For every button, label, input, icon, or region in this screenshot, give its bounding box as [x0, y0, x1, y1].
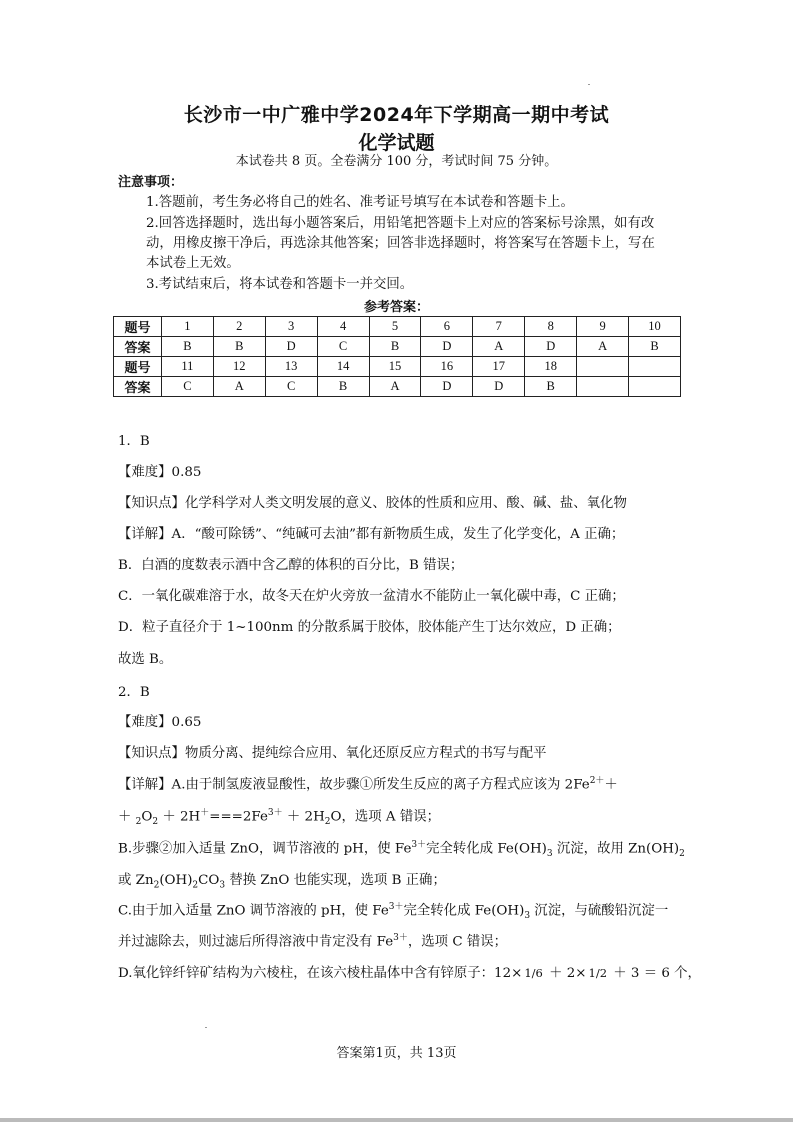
row-header-cell: 答案 [114, 337, 162, 357]
subscript-text: 3 [219, 880, 226, 891]
text-segment: C.由于加入适量 ZnO 调节溶液的 pH，使 Fe [118, 903, 389, 919]
text-segment: 【知识点】化学科学对人类文明发展的意义、胶体的性质和应用、酸、碱、盐、氧化物 [118, 496, 627, 511]
answer-cell: B [525, 377, 577, 397]
supscript-text: 3＋ [411, 840, 427, 850]
answer-cell: D [525, 337, 577, 357]
exam-info: 本试卷共 8 页。全卷满分 100 分，考试时间 75 分钟。 [235, 154, 558, 169]
text-segment: 【知识点】物质分离、提纯综合应用、氧化还原反应方程式的书写与配平 [118, 746, 547, 761]
answer-table [113, 316, 681, 397]
speck [588, 84, 590, 85]
answer-cell: A [369, 377, 421, 397]
notice-line: 1.答题前，考生务必将自己的姓名、准考证号填写在本试卷和答题卡上。 [146, 195, 574, 210]
answer-cell: 6 [421, 317, 473, 337]
explanation-line [118, 837, 685, 859]
explanation-line [118, 805, 440, 827]
row-header-cell: 答案 [114, 377, 162, 397]
answer-cell: C [265, 377, 317, 397]
text-segment: 【详解】A.由于制氢废液显酸性，故步骤①所发生反应的离子方程式应该为 2Fe [118, 777, 590, 793]
explanation-line [118, 773, 618, 792]
text-segment: 2．B [118, 685, 150, 700]
text-segment: D.氧化锌纤锌矿结构为六棱柱，在该六棱柱晶体中含有锌原子：12× [118, 966, 523, 981]
answer-cell: 4 [317, 317, 369, 337]
text-segment: ＋ 2H [282, 809, 325, 825]
text-segment: C．一氧化碳难溶于水，故冬天在炉火旁放一盆清水不能防止一氧化碳中毒，C 正确； [118, 589, 625, 604]
answer-table-row [114, 377, 681, 397]
supscript-text: 2＋ [589, 776, 605, 786]
text-segment: D．粒子直径介于 1~100nm 的分散系属于胶体，胶体能产生丁达尔效应，D 正确； [118, 620, 621, 635]
answer-cell: 2 [213, 317, 265, 337]
answer-table-row [114, 357, 681, 377]
answer-cell: 18 [525, 357, 577, 377]
speck [205, 1027, 207, 1028]
explanation-line [118, 681, 150, 700]
explanation-line [118, 742, 547, 761]
answer-cell: A [577, 337, 629, 357]
explanation-line [118, 648, 172, 667]
answer-cell: B [213, 337, 265, 357]
answer-cell: B [317, 377, 369, 397]
fraction: 1/2 [588, 966, 608, 980]
answer-cell: B [369, 337, 421, 357]
subscript-text: 2 [679, 849, 685, 860]
subscript-text: 2 [135, 817, 142, 828]
notice-heading: 注意事项： [118, 175, 184, 190]
explanation-line [118, 430, 150, 449]
explanation-line [118, 616, 621, 635]
text-segment: 或 Zn [118, 873, 154, 888]
fraction: 1/6 [524, 966, 543, 980]
answer-cell: 11 [161, 357, 213, 377]
text-segment: O [141, 809, 153, 825]
text-segment: B.步骤②加入适量 ZnO，调节溶液的 pH，使 Fe [118, 841, 412, 857]
explanation-line [118, 585, 625, 604]
notice-line: 2.回答选择题时，选出每小题答案后，用铅笔把答题卡上对应的答案标号涂黑，如有改 [146, 216, 655, 231]
exam-subtitle: 化学试题 [358, 132, 435, 154]
answer-cell: 5 [369, 317, 421, 337]
text-segment: CO [198, 873, 220, 888]
answer-cell: 17 [473, 357, 525, 377]
explanation-line [118, 869, 446, 891]
text-segment: (OH) [159, 873, 193, 888]
row-header-cell: 题号 [114, 357, 162, 377]
text-segment: 【详解】A．“酸可除锈”、“纯碱可去油”都有新物质生成，发生了化学变化，A 正确； [118, 527, 625, 542]
text-segment: ＋ [118, 809, 136, 825]
text-segment: 沉淀，与硫酸铅沉淀一 [530, 903, 669, 919]
supscript-text: ＋ [200, 808, 210, 818]
answer-cell: 7 [473, 317, 525, 337]
answer-cell: 12 [213, 357, 265, 377]
notice-line: 本试卷上无效。 [146, 256, 240, 271]
answer-cell: 8 [525, 317, 577, 337]
answer-cell: A [213, 377, 265, 397]
text-segment: 替换 ZnO 也能实现，选项 B 正确； [225, 873, 446, 888]
explanation-line [118, 523, 624, 542]
answer-cell: 14 [317, 357, 369, 377]
exam-title: 长沙市一中广雅中学2024年下学期高一期中考试 [183, 104, 610, 126]
answer-cell: A [473, 337, 525, 357]
answer-cell: D [421, 377, 473, 397]
notice-line: 3.考试结束后，将本试卷和答题卡一并交回。 [146, 277, 414, 292]
subscript-text: 3 [546, 849, 553, 860]
answer-cell: B [161, 337, 213, 357]
answer-cell: 3 [265, 317, 317, 337]
explanation-line [118, 930, 507, 949]
text-segment: ＋ 2H [158, 809, 201, 825]
explanation-line [118, 962, 701, 981]
text-segment: 故选 B。 [118, 652, 173, 667]
row-header-cell: 题号 [114, 317, 162, 337]
text-segment: B．白酒的度数表示酒中含乙醇的体积的百分比，B 错误； [118, 558, 464, 573]
text-segment: ===2Fe [209, 809, 268, 825]
answer-cell: 9 [577, 317, 629, 337]
answer-key-heading: 参考答案： [363, 300, 429, 315]
supscript-text: 3＋ [388, 902, 404, 912]
text-segment: O，选项 A 错误； [330, 809, 440, 825]
answer-cell [577, 377, 629, 397]
answer-cell: 13 [265, 357, 317, 377]
answer-cell: 15 [369, 357, 421, 377]
supscript-text: 3＋ [393, 933, 408, 943]
page-bottom-border [0, 1118, 793, 1122]
text-segment: ＋ [604, 777, 618, 793]
answer-cell [577, 357, 629, 377]
explanation-line [118, 492, 627, 511]
explanation-line [118, 711, 201, 730]
subscript-text: 2 [153, 880, 160, 891]
explanation-line [118, 461, 201, 480]
page-footer: 答案第1页，共 13页 [336, 1046, 457, 1061]
text-segment: ＋ 2× [544, 966, 587, 981]
answer-cell: 16 [421, 357, 473, 377]
notice-line: 动，用橡皮擦干净后，再选涂其他答案；回答非选择题时，将答案写在答题卡上，写在 [146, 236, 655, 251]
text-segment: 【难度】0.65 [118, 715, 202, 730]
answer-table-row [114, 317, 681, 337]
text-segment: 沉淀，故用 Zn(OH) [552, 841, 680, 857]
subscript-text: 2 [192, 880, 199, 891]
answer-cell [629, 357, 681, 377]
text-segment: 并过滤除去，则过滤后所得溶液中肯定没有 Fe [118, 934, 394, 950]
subscript-text: 3 [524, 911, 531, 922]
answer-table-row [114, 337, 681, 357]
answer-cell: C [161, 377, 213, 397]
text-segment: 完全转化成 Fe(OH) [426, 841, 547, 857]
answer-cell: D [265, 337, 317, 357]
supscript-text: 3＋ [267, 808, 283, 818]
text-segment: 【难度】0.85 [118, 465, 202, 480]
answer-cell [629, 377, 681, 397]
answer-cell: D [421, 337, 473, 357]
explanation-line [118, 899, 668, 921]
subscript-text: 2 [152, 817, 159, 828]
text-segment: 1．B [118, 434, 150, 449]
explanation-line [118, 554, 463, 573]
text-segment: 完全转化成 Fe(OH) [403, 903, 525, 919]
answer-cell: B [629, 337, 681, 357]
answer-cell: 1 [161, 317, 213, 337]
text-segment: ＋ 3 ＝ 6 个， [609, 966, 701, 981]
answer-cell: 10 [629, 317, 681, 337]
text-segment: ，选项 C 错误； [407, 934, 508, 950]
answer-cell: D [473, 377, 525, 397]
subscript-text: 2 [324, 817, 331, 828]
answer-cell: C [317, 337, 369, 357]
